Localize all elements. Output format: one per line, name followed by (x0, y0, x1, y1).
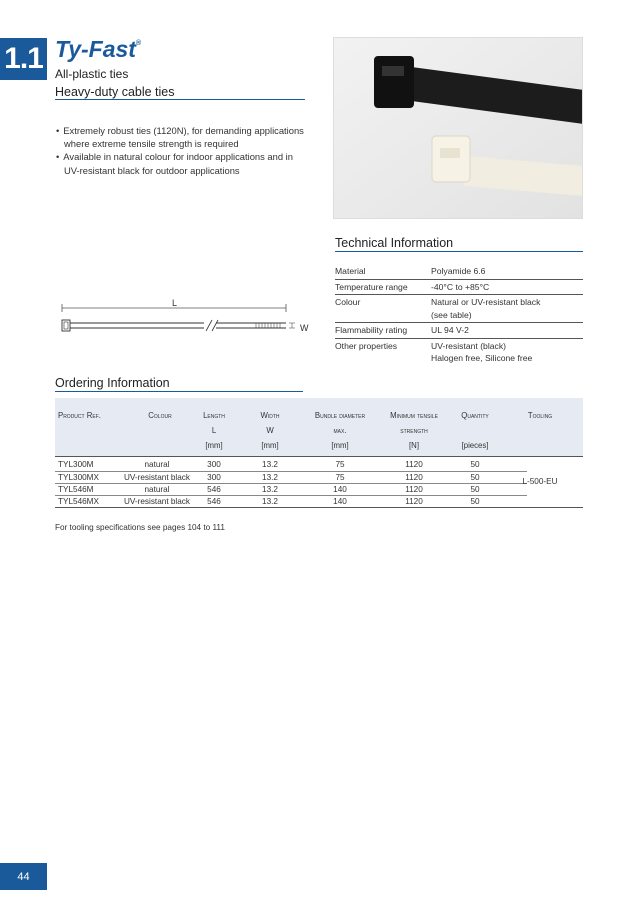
cell-ref: TYL546MX (58, 497, 99, 506)
cell-length: 300 (207, 460, 221, 469)
tech-value (431, 295, 583, 323)
cell-length: 300 (207, 473, 221, 482)
header-bundle-diameter (304, 408, 376, 453)
ordering-end-rule (55, 507, 583, 508)
header-text: Colour (148, 411, 172, 420)
tech-value: Polyamide 6.6 (431, 264, 583, 279)
header-product-ref (58, 408, 118, 423)
cell-quantity: 50 (470, 497, 480, 506)
tech-key: Colour (335, 295, 431, 323)
cell-tensile: 1120 (405, 485, 423, 494)
cell-bundle: 140 (333, 497, 347, 506)
feature-item: • Extremely robust ties (1120N), for demanding applications where extreme tensile strength is required (56, 124, 306, 150)
width-label: W (300, 323, 309, 333)
header-text: max. (333, 426, 347, 435)
tooling-ref: L-500-EU (522, 477, 558, 486)
header-text: Length (203, 411, 225, 420)
ordering-info-title: Ordering Information (55, 376, 170, 390)
cell-bundle: 140 (333, 485, 347, 494)
header-symbol: L (211, 426, 217, 435)
tech-row (335, 323, 583, 339)
tooling-footnote: For tooling specifications see pages 104 to 111 (55, 523, 225, 532)
tech-row (335, 264, 583, 279)
header-width (250, 408, 290, 453)
tech-row (335, 279, 583, 295)
cell-tensile: 1120 (405, 460, 423, 469)
cell-length: 546 (207, 485, 221, 494)
title-rule (55, 99, 305, 100)
tech-key: Temperature range (335, 279, 431, 295)
technical-info-title: Technical Information (335, 236, 454, 250)
header-unit: [N] (409, 441, 419, 450)
cell-quantity: 50 (470, 485, 480, 494)
header-symbol: W (266, 426, 274, 435)
cell-ref: TYL546M (58, 485, 94, 494)
ordering-rule (55, 391, 303, 392)
tech-value (431, 338, 583, 366)
cell-length: 546 (207, 497, 221, 506)
tech-value-line: UV-resistant (black) (431, 340, 506, 351)
header-text: Width (260, 411, 280, 420)
length-label: L (172, 298, 178, 308)
header-text: Tooling (527, 411, 553, 420)
brand-logo (55, 36, 141, 63)
tech-value: -40°C to +85°C (431, 279, 583, 295)
tech-key: Material (335, 264, 431, 279)
tech-key: Other properties (335, 340, 398, 351)
feature-list (56, 124, 306, 177)
cell-colour: natural (144, 485, 170, 494)
row-divider (55, 483, 527, 484)
cell-ref: TYL300MX (58, 473, 99, 482)
technical-table (335, 264, 583, 366)
header-text: Product Ref. (58, 411, 101, 420)
cell-bundle: 75 (335, 473, 345, 482)
tech-row (335, 338, 583, 366)
cell-ref: TYL300M (58, 460, 94, 469)
page-number: 44 (0, 863, 47, 890)
cell-width: 13.2 (262, 485, 278, 494)
header-tensile-strength (378, 408, 450, 453)
tech-value-line: Halogen free, Silicone free (431, 353, 533, 363)
header-colour (130, 408, 190, 423)
header-text: Quantity (461, 411, 489, 420)
brand-name: Ty-Fast (55, 36, 136, 62)
row-divider (55, 495, 527, 496)
header-unit: [mm] (261, 441, 279, 450)
cell-quantity: 50 (470, 460, 480, 469)
tech-row (335, 295, 583, 323)
cell-quantity: 50 (470, 473, 480, 482)
product-category: All-plastic ties (55, 67, 129, 81)
tech-key: Flammability rating (335, 323, 431, 339)
cell-tensile: 1120 (405, 497, 423, 506)
header-text: Bundle diameter (314, 411, 366, 420)
header-text: Minimum tensile (390, 411, 438, 420)
header-unit: [pieces] (461, 441, 489, 450)
header-length (194, 408, 234, 453)
product-title: Heavy-duty cable ties (55, 85, 175, 99)
cell-colour: UV-resistant black (124, 497, 190, 506)
tech-value: UL 94 V-2 (431, 323, 583, 339)
ordering-header-rule (55, 456, 583, 457)
cable-ties-image (334, 38, 583, 219)
cell-colour: UV-resistant black (124, 473, 190, 482)
cell-width: 13.2 (262, 473, 278, 482)
product-photo (333, 37, 583, 219)
header-unit: [mm] (205, 441, 223, 450)
header-text: strength (400, 426, 428, 435)
cell-width: 13.2 (262, 460, 278, 469)
cell-tensile: 1120 (405, 473, 423, 482)
section-badge: 1.1 (0, 38, 47, 80)
row-divider (55, 471, 527, 472)
trademark-symbol: ® (135, 40, 142, 47)
tech-value-line: (see table) (431, 309, 472, 320)
feature-item: • Available in natural colour for indoor applications and in UV-resistant black for outdoor applications (56, 150, 306, 176)
cell-colour: natural (144, 460, 170, 469)
cell-width: 13.2 (262, 497, 278, 506)
header-unit: [mm] (331, 441, 349, 450)
cell-bundle: 75 (335, 460, 345, 469)
tech-value-line: Natural or UV-resistant black (431, 297, 541, 307)
technical-rule (335, 251, 583, 252)
tie-dimension-diagram (58, 296, 318, 340)
header-tooling (510, 408, 570, 423)
header-quantity (448, 408, 502, 453)
